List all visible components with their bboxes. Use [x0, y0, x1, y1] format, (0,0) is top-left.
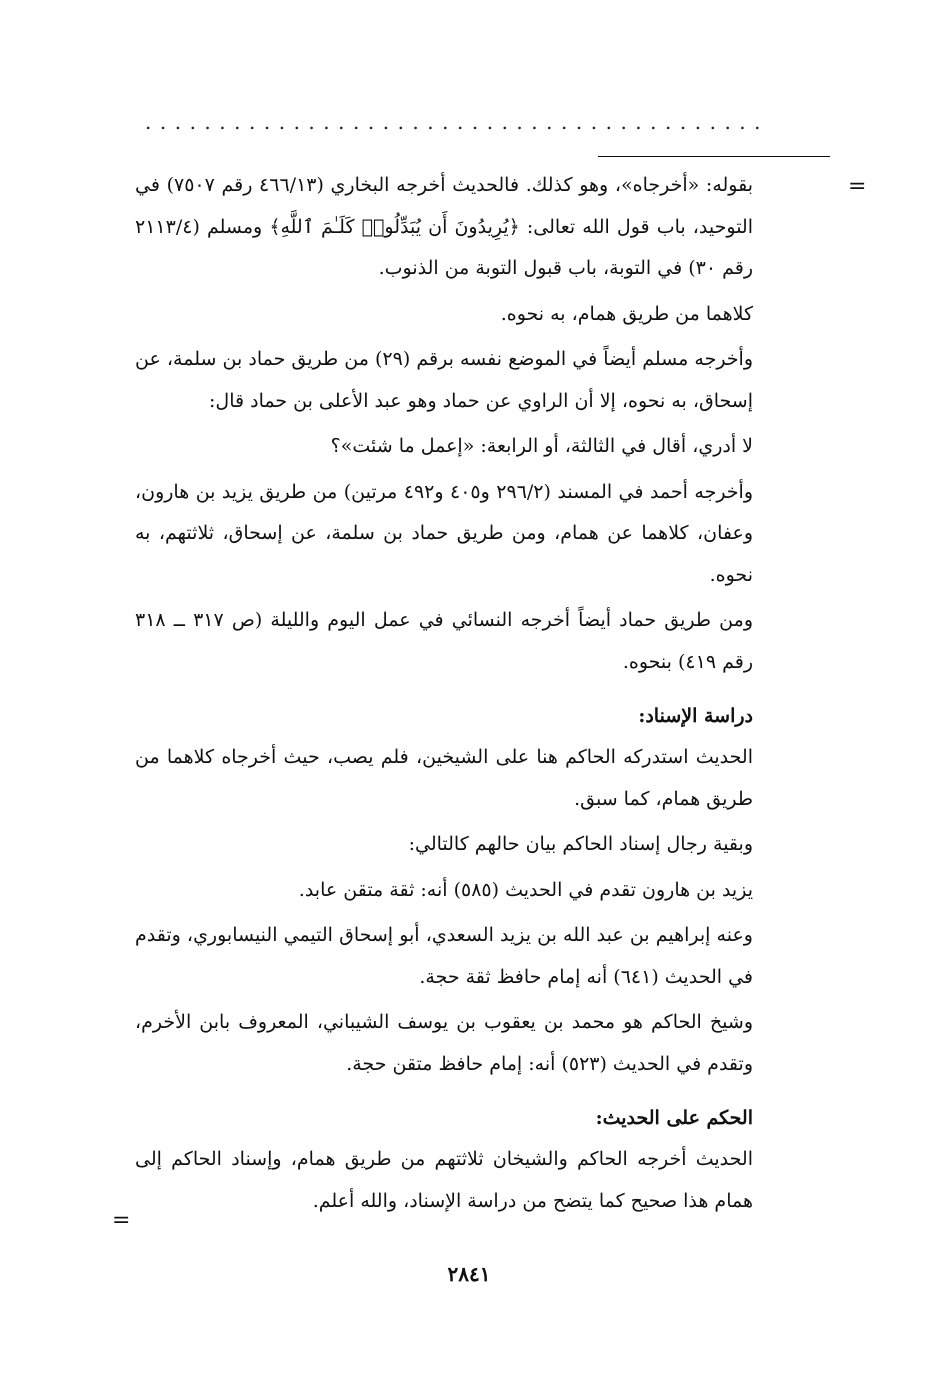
- paragraph-ahmad: وأخرجه أحمد في المسند (٢٩٦/٢ و٤٠٥ و٤٩٢ مرتين) من طريق يزيد بن هارون، وعفان، كلاهما عن همام، ومن طريق حماد بن سلمة، عن إسحاق، ثلاثتهم، به نحوه.: [135, 480, 753, 586]
- quran-verse: ﴿يُرِيدُونَ أَن يُبَدِّلُوا۟ كَلَـٰمَ ٱللَّهِ﴾: [269, 215, 520, 238]
- paragraph-both-via-hammam: كلاهما من طريق همام، به نحوه.: [500, 302, 753, 325]
- continuation-mark-bottom: =: [112, 1208, 131, 1233]
- page-number: ٢٨٤١: [447, 1262, 491, 1286]
- paragraph-text: بقوله: «أخرجاه»، وهو كذلك. فالحديث أخرجه البخاري (٤٦٦/١٣ رقم ٧٥٠٧) في التوحيد، باب قول الله تعالى:: [135, 174, 754, 238]
- paragraph-isnad-5: وشيخ الحاكم هو محمد بن يعقوب بن يوسف الشيباني، المعروف بابن الأخرم، وتقدم في الحديث (٥٢٣) أنه: إمام حافظ متقن حجة.: [135, 1011, 753, 1075]
- top-dotted-divider: ..........................................: [145, 112, 770, 132]
- paragraph-isnad-1: الحديث استدركه الحاكم هنا على الشيخين، فلم يصب، حيث أخرجاه كلاهما من طريق همام، كما سبق.: [135, 746, 753, 810]
- heading-isnad-study: دراسة الإسناد:: [638, 705, 753, 727]
- heading-hadith-ruling: الحكم على الحديث:: [595, 1107, 753, 1129]
- paragraph-isnad-2: وبقية رجال إسناد الحاكم بيان حالهم كالتالي:: [408, 833, 753, 855]
- continuation-mark-top: =: [848, 174, 867, 199]
- footnote-separator-line: [598, 156, 830, 157]
- paragraph-isnad-4: وعنه إبراهيم بن عبد الله بن يزيد السعدي، أبو إسحاق التيمي النيسابوري، وتقدم في الحديث (٦٤١) أنه إمام حافظ ثقة حجة.: [135, 924, 753, 988]
- paragraph-nasai: ومن طريق حماد أيضاً أخرجه النسائي في عمل اليوم والليلة (ص ٣١٧ ــ ٣١٨ رقم ٤١٩) بنحوه.: [135, 609, 754, 673]
- paragraph-bukhari-muslim: [135, 165, 753, 290]
- paragraph-ruling: الحديث أخرجه الحاكم والشيخان ثلاثتهم من طريق همام، وإسناد الحاكم إلى همام هذا صحيح كما يتضح من دراسة الإسناد، والله أعلم.: [135, 1148, 753, 1212]
- paragraph-quote: لا أدري، أقال في الثالثة، أو الرابعة: «إعمل ما شئت»؟: [330, 435, 753, 457]
- paragraph-muslim-hammad: وأخرجه مسلم أيضاً في الموضع نفسه برقم (٢٩) من طريق حماد بن سلمة، عن إسحاق، به نحوه، إلا أن الراوي عن حماد وهو عبد الأعلى بن حماد قال:: [135, 348, 754, 412]
- page-body: [135, 165, 753, 1222]
- paragraph-isnad-3: يزيد بن هارون تقدم في الحديث (٥٨٥) أنه: ثقة متقن عابد.: [298, 878, 753, 901]
- paragraph-text: ومسلم (٢١١٣/٤ رقم ٣٠) في التوبة، باب قبول التوبة من الذنوب.: [135, 215, 753, 279]
